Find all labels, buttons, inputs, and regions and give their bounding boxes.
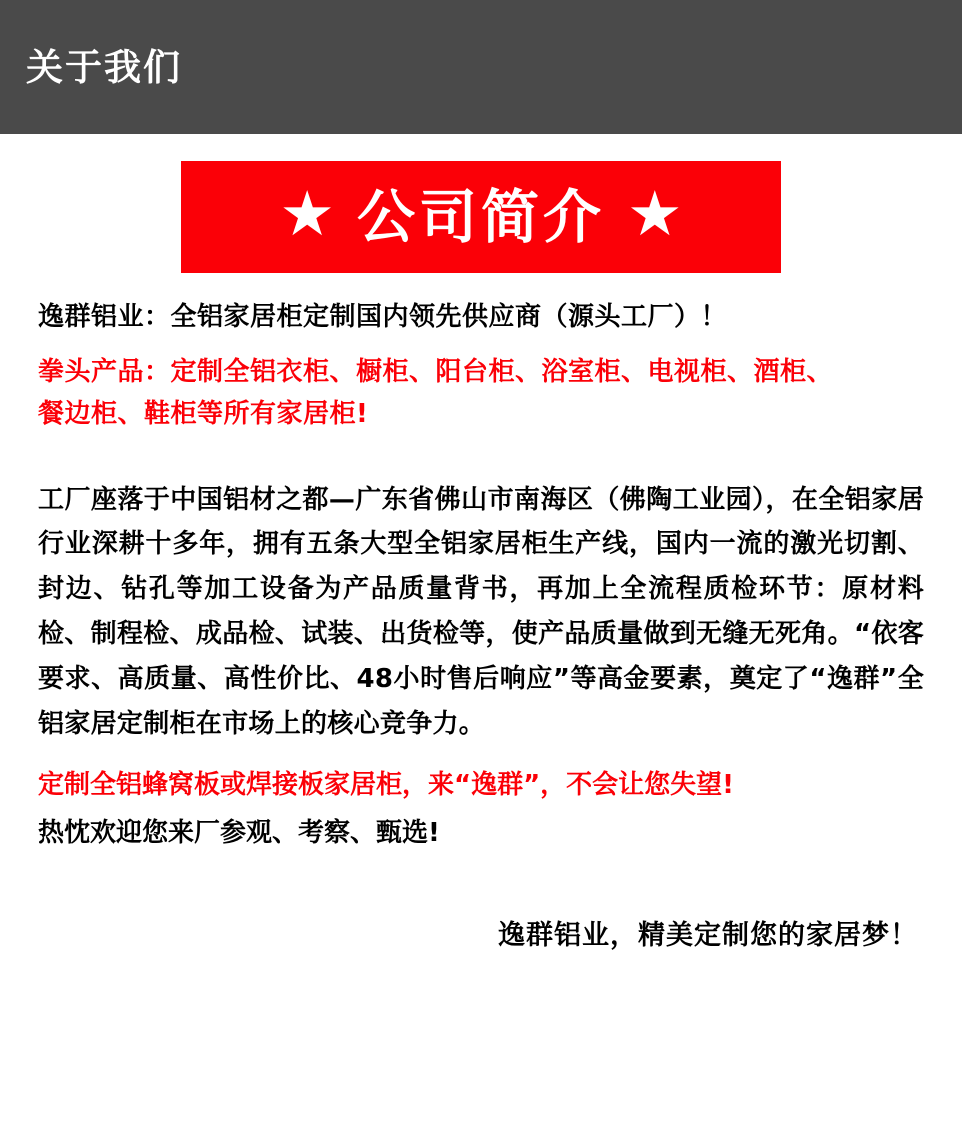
page-header	[0, 0, 962, 134]
intro-line: 逸群铝业：全铝家居柜定制国内领先供应商（源头工厂）！	[38, 302, 728, 332]
flagship-products-block	[38, 351, 924, 435]
flagship-products-line-1: 拳头产品：定制全铝衣柜、橱柜、阳台柜、浴室柜、电视柜、酒柜、	[38, 357, 834, 388]
star-icon-left: ★	[279, 177, 335, 250]
flagship-products-line-2: 餐边柜、鞋柜等所有家居柜!	[38, 399, 369, 430]
star-icon-right: ★	[627, 177, 683, 250]
closing-statement-red: 定制全铝蜂窝板或焊接板家居柜，来“逸群”，不会让您失望!	[38, 770, 735, 801]
company-profile-banner	[181, 161, 781, 273]
company-profile-banner-wrap	[0, 161, 962, 273]
company-description-paragraph: 工厂座落于中国铝材之都—广东省佛山市南海区（佛陶工业园），在全铝家居行业深耕十多年，拥有五条大型全铝家居柜生产线，国内一流的激光切割、封边、钻孔等加工设备为产品质量背书，再加上全流程质检环节：原材料检、制程检、成品检、试装、出货检等，使产品质量做到无缝无死角。“依客要求、高质量、高性价比、48小时售后响应”等高金要素，奠定了“逸群”全铝家居定制柜在市场上的核心竞争力。	[38, 484, 924, 740]
company-profile-title: 公司简介	[356, 183, 605, 251]
about-us-content	[0, 297, 962, 952]
closing-statement-black: 热忱欢迎您来厂参观、考察、甄选!	[38, 817, 440, 848]
page-title: 关于我们	[26, 45, 182, 89]
company-slogan: 逸群铝业，精美定制您的家居梦！	[498, 919, 918, 951]
